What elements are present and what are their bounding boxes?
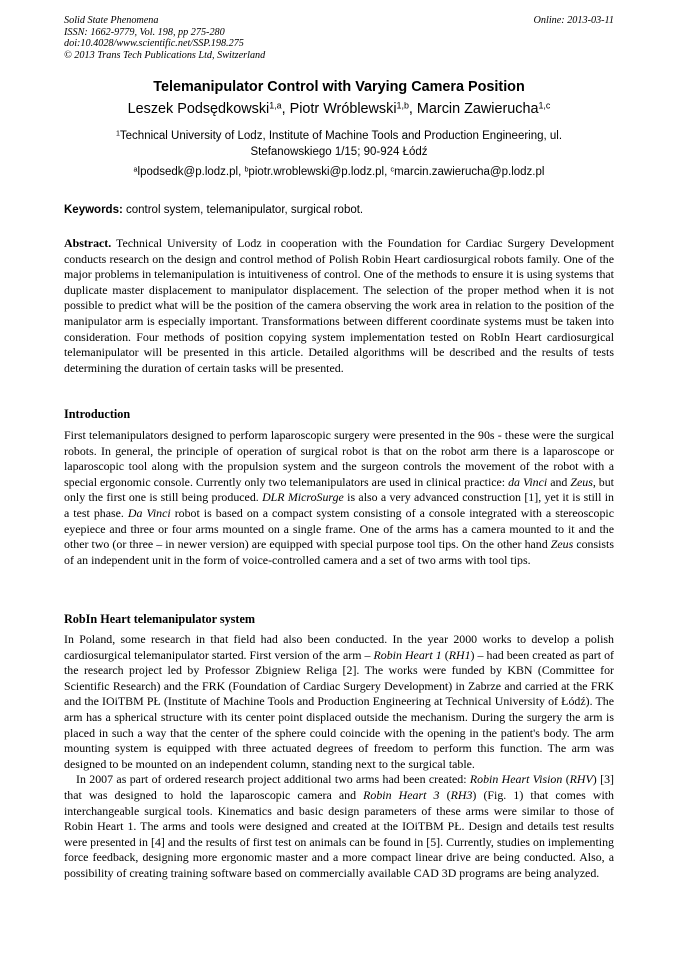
author: Marcin Zawierucha$^{1,c}$ bbox=[416, 100, 551, 117]
section-heading-introduction: Introduction bbox=[64, 407, 131, 421]
header-meta bbox=[64, 15, 614, 61]
author-list bbox=[0, 101, 678, 117]
paragraph: In Poland, some research in that field had also been conducted. In the year 2000 works to develop a polish cardiosurgical telemanipulator started. First version of the arm – Robin Heart 1 (RH1) – had been created as part of the research project led by Professor Zbigniew Religa [2]. The works were funded by KBN (Committee for Scientific Research) and the FRK (Foundation of Cardiac Surgery Development) in Zabrze and carried at the FRK and the IOiTBM PŁ (Institute of Machine Tools and Production Engineering at Technical University of Łódź). The arm has a spherical structure with its center point displaced outside the mechanism. During the surgery the arm is placed in such a way that the center of the sphere could coincide with the opening in the patient's body. The arm mounting system is equipped with three actuated degrees of freedom to perform this function. The arm was designed to be mounted on an independent column, standing next to the surgical table. bbox=[64, 632, 614, 771]
paper-title: Telemanipulator Control with Varying Camera Position bbox=[153, 79, 525, 95]
abstract: Abstract. Technical University of Lodz in cooperation with the Foundation for Cardiac Surgery Development conducts research on the design and control method of Polish Robin Heart cardiosurgical robots family. One of the major problems in telemanipulation is intuitiveness of control. One of the methods to ensure it is using systems that duplicate master displacement to manipulator displacement. The selection of the proper method when it is not possible to predict what will be the position of the camera observing the work area in relation to the position of the manipulator arm is especially important. Transformations between different coordinate systems must be taken into consideration. Four methods of position copying system implementation tested on RobIn Heart cardiosurgical telemanipulator will be presented in this article. Detailed algorithms will be described and the results of tests determining the duration of certain tasks will be presented. bbox=[64, 236, 614, 375]
email[interactable]: $^c$marcin.zawierucha@p.lodz.pl bbox=[390, 165, 545, 178]
paragraph: In 2007 as part of ordered research project additional two arms had been created: Robin Heart Vision (RHV) [3] that was designed to hold the laparoscopic camera and Robin Heart 3 (RH3) (Fig. 1) that comes with interchangeable surgical tools. Kinematics and basic design parameters of these arms were similar to those of Robin Heart 1. The arms and tools were designed and created at the IOiTBM PŁ. Design and details test results were presented in [4] and the results of first test on animals can be found in [5]. Currently, studies on implementing force feedback, designing more ergonomic master and a more compact linear drive are being conducted. Also, a possibility of creating training software based on commercially available CAD 3D programs are being analyzed. bbox=[64, 772, 614, 880]
author: Piotr Wróblewski$^{1,b}$, bbox=[289, 100, 417, 117]
journal-name: Solid State Phenomena bbox=[64, 15, 159, 26]
email[interactable]: $^a$lpodsedk@p.lodz.pl bbox=[133, 165, 239, 178]
keywords-label: Keywords: bbox=[64, 204, 123, 216]
introduction-paragraph: First telemanipulators designed to perform laparoscopic surgery were presented in the 90s - these were the surgical robots. In general, the principle of operation of surgical robot is that on the robot arm there is a laparoscope or laparoscopic tool along with the propulsion system and the surgeon controls the movement of the robot with a special ergonomic console. Currently only two telemanipulators are used in clinical practice: da Vinci and Zeus, but only the first one is still being produced. DLR MicroSurge is also a very advanced construction [1], yet it is still in a test phase. Da Vinci robot is based on a compact system consisting of a console integrated with a stereoscopic eyepiece and three or four arms mounted on a single frame. One of the arms has a camera mounted to it and the other two (or three – in newer version) are equipped with special purpose tool tips. On the other hand Zeus consists of an independent unit in the form of voice-controlled camera and a set of two arms with tool tips. bbox=[64, 428, 614, 567]
affiliation: $^1$Technical University of Lodz, Institute of Machine Tools and Production Engineering, ul. Stefanowskiego 1/15; 90-924 Łódź bbox=[115, 129, 563, 158]
keywords: Keywords: control system, telemanipulator, surgical robot. bbox=[64, 204, 364, 216]
abstract-label: Abstract. bbox=[64, 236, 112, 250]
section-heading-robin-heart: RobIn Heart telemanipulator system bbox=[64, 612, 256, 626]
author: Leszek Podsędkowski$^{1,a}$, bbox=[127, 100, 290, 117]
online-date: Online: 2013-03-11 bbox=[533, 15, 614, 26]
email[interactable]: $^b$piotr.wroblewski@p.lodz.pl bbox=[244, 165, 385, 178]
doi: doi:10.4028/www.scientific.net/SSP.198.275 bbox=[64, 38, 244, 50]
robin-heart-section bbox=[64, 632, 614, 882]
issn: ISSN: 1662-9779, Vol. 198, pp 275-280 bbox=[64, 26, 225, 38]
copyright: © 2013 Trans Tech Publications Ltd, Switzerland bbox=[64, 49, 266, 61]
email-list: $^a$lpodsedk@p.lodz.pl, $^b$piotr.wroblewski@p.lodz.pl, $^c$marcin.zawierucha@p.lodz.pl bbox=[133, 165, 545, 178]
